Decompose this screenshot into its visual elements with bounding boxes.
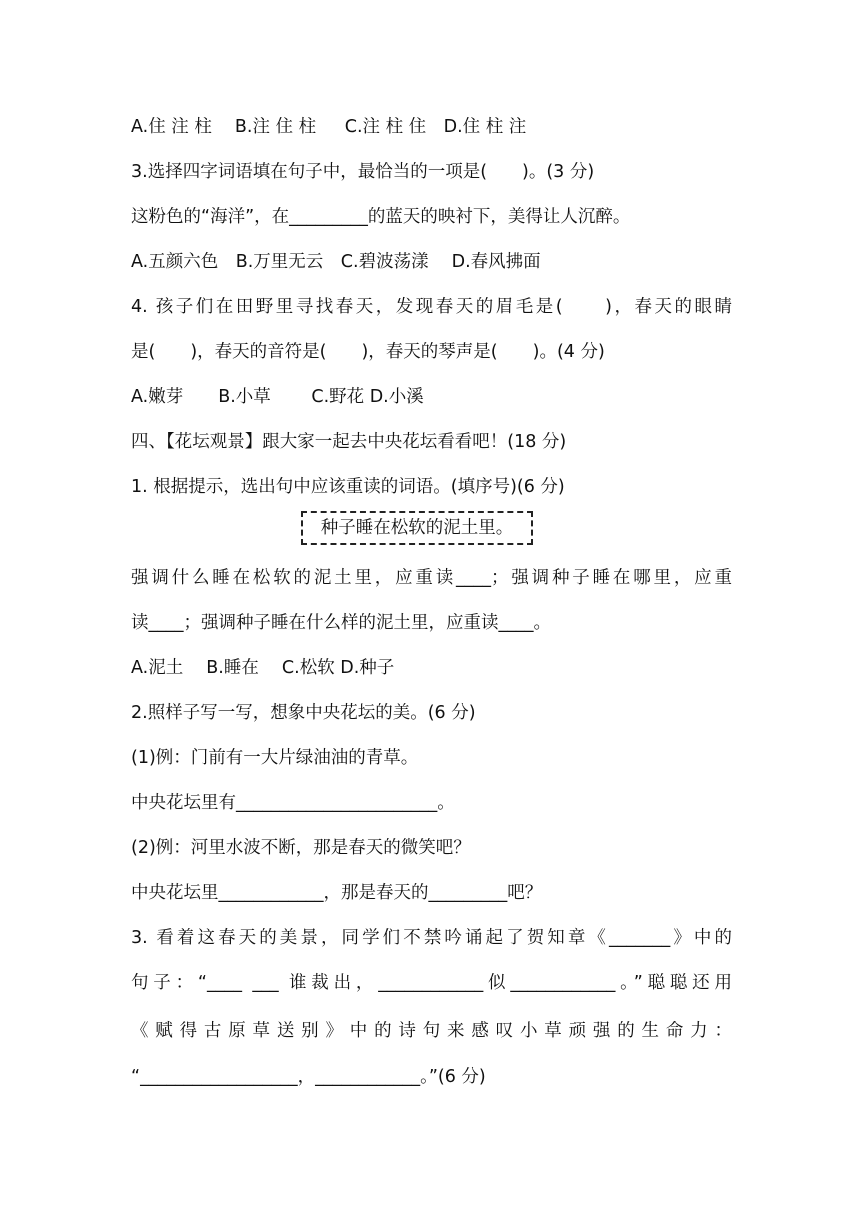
s4-q2-example1: (1)例：门前有一大片绿油油的青草。 [131,748,419,768]
q3-prompt: 3.选择四字词语填在句子中，最恰当的一项是( )。(3 分) [131,162,595,182]
q4-prompt-line2: 是( )，春天的音符是( )，春天的琴声是( )。(4 分) [131,342,605,362]
s4-q3-line4: “__________________，____________。”(6 分) [131,1067,486,1087]
q3-sentence: 这粉色的“海洋”，在_________的蓝天的映衬下，美得让人沉醉。 [131,207,631,227]
q4-prompt-line1: 4. 孩子们在田野里寻找春天，发现春天的眉毛是( )，春天的眼睛 [131,297,732,317]
s4-q3-line3: 《赋得古原草送别》中的诗句来感叹小草顽强的生命力： [131,1021,732,1041]
s4-q3-line2: 句子：“____ ___ 谁裁出，____________似____________。”聪聪还用 [131,973,732,993]
q3-options: A.五颜六色 B.万里无云 C.碧波荡漾 D.春风拂面 [131,252,541,272]
s4-q2-prompt: 2.照样子写一写，想象中央花坛的美。(6 分) [131,703,476,723]
s4-q1-task-line2: 读____；强调种子睡在什么样的泥土里，应重读____。 [131,613,551,633]
section-4-heading: 四、【花坛观景】跟大家一起去中央花坛看看吧！(18 分) [131,432,567,452]
s4-q3-line1: 3. 看着这春天的美景，同学们不禁吟诵起了贺知章《_______》中的 [131,928,732,948]
s4-q2-blank1: 中央花坛里有_______________________。 [131,793,455,813]
s4-q2-example2: (2)例：河里水波不断，那是春天的微笑吧？ [131,838,471,858]
s4-q2-blank2: 中央花坛里____________，那是春天的_________吧？ [131,883,543,903]
s4-q1-task-line1: 强调什么睡在松软的泥土里，应重读____；强调种子睡在哪里，应重 [131,568,732,588]
s4-q1-prompt: 1. 根据提示，选出句中应该重读的词语。(填序号)(6 分) [131,477,565,497]
q2-options: A.住 注 柱 B.注 住 柱 C.注 柱 住 D.住 柱 注 [131,117,527,137]
q4-options: A.嫩芽 B.小草 C.野花 D.小溪 [131,387,424,407]
s4-q1-options: A.泥土 B.睡在 C.松软 D.种子 [131,658,395,678]
example-sentence-box: 种子睡在松软的泥土里。 [301,511,533,545]
